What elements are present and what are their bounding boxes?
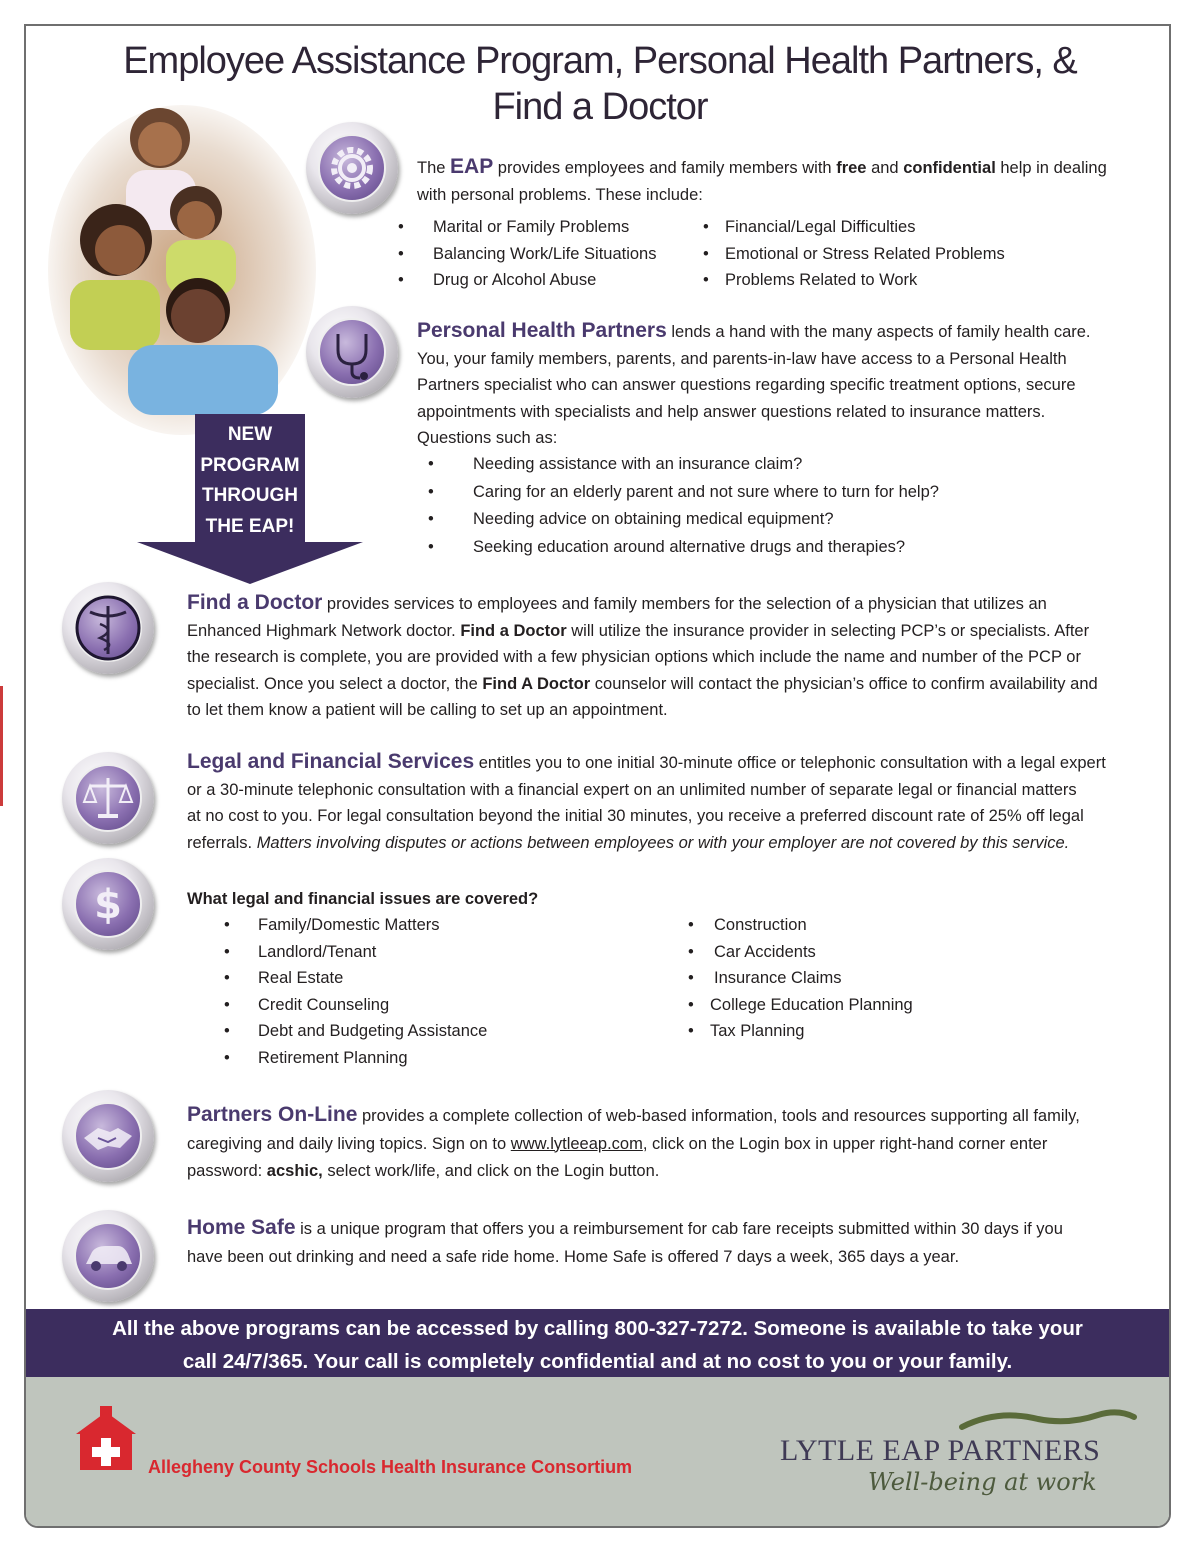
consortium-name: Allegheny County Schools Health Insurance Consortium <box>148 1457 633 1477</box>
list-item: • Needing assistance with an insurance claim? <box>428 455 803 473</box>
php-heading: Personal Health Partners <box>417 319 667 342</box>
homesafe-heading: Home Safe <box>187 1216 296 1239</box>
list-item: • Needing advice on obtaining medical equipment? <box>428 510 834 529</box>
new-program-label: NEW PROGRAM THROUGH THE EAP! <box>200 424 300 537</box>
page-title-line1: Employee Assistance Program, Personal Health Partners, & <box>123 40 1077 82</box>
handshake-icon <box>62 1090 154 1182</box>
svg-text:$: $ <box>94 882 122 928</box>
legal-question: What legal and financial issues are covered? <box>187 890 539 908</box>
caduceus-icon <box>62 582 154 674</box>
list-item: • Car Accidents <box>688 942 816 961</box>
legal-list-right <box>688 912 913 1045</box>
dollar-icon <box>62 858 154 950</box>
legal-heading: Legal and Financial Services <box>187 750 475 773</box>
lytleeap-link[interactable]: www.lytleeap.com <box>510 1134 643 1153</box>
list-item: • Emotional or Stress Related Problems <box>703 244 1005 263</box>
schoolhouse-icon <box>74 1404 138 1472</box>
arrow-down-icon <box>137 542 363 584</box>
find-doctor-heading: Find a Doctor <box>187 591 323 614</box>
list-item: • Tax Planning <box>688 1022 805 1041</box>
php-paragraph: Personal Health Partners lends a hand with the many aspects of family health care. You, your family members, parents, and parents-in-law have access to a Personal Health Partners specialist who can answer questions regarding specific treatment options, secure appointments with specialists and help answer questions related to insurance matters. Questions such as: <box>417 319 1091 447</box>
list-item: • College Education Planning <box>688 995 913 1014</box>
eap-list-left <box>398 214 656 294</box>
list-item: • Landlord/Tenant <box>224 942 377 961</box>
online-heading: Partners On-Line <box>187 1103 358 1126</box>
list-item: • Family/Domestic Matters <box>224 916 440 934</box>
list-item: • Balancing Work/Life Situations <box>398 244 657 263</box>
car-icon <box>62 1210 154 1302</box>
eap-heading: EAP <box>450 155 494 178</box>
brush-stroke-logo <box>958 1405 1138 1435</box>
list-item: • Financial/Legal Difficulties <box>703 218 916 236</box>
lytle-logo-text: LYTLE EAP PARTNERS <box>780 1434 1101 1467</box>
lytle-tagline: Well-being at work <box>868 1468 1097 1496</box>
list-item: • Caring for an elderly parent and not sure where to turn for help? <box>428 482 939 501</box>
list-item: • Retirement Planning <box>224 1048 408 1067</box>
list-item: • Debt and Budgeting Assistance <box>224 1022 488 1041</box>
gear-icon <box>306 122 398 214</box>
family-photo <box>48 90 316 435</box>
list-item: • Insurance Claims <box>688 969 842 988</box>
list-item: • Credit Counseling <box>224 995 390 1014</box>
homesafe-paragraph: Home Safe is a unique program that offers you a reimbursement for cab fare receipts submitted within 30 days if you have been out drinking and need a safe ride home. Home Safe is offered 7 days a week, 365 days a year. <box>187 1216 1063 1266</box>
eap-list-right <box>703 214 1005 294</box>
online-paragraph: Partners On-Line provides a complete collection of web-based information, tools and resources supporting all family, caregiving and daily living topics. Sign on to www.lytleeap.com, click on the Login box in upper right-hand corner enter password: acshic, select work/life, and click on the Login button. <box>187 1103 1080 1180</box>
left-edge-marker <box>0 686 3 806</box>
list-item: • Problems Related to Work <box>703 271 918 290</box>
legal-paragraph: Legal and Financial Services entitles you to one initial 30-minute office or telephonic consultation with a legal expert or a 30-minute telephonic consultation with a financial expert on an unlimited number of separate legal or financial matters at no cost to you. For legal consultation beyond the initial 30 minutes, you receive a preferred discount rate of 25% off legal referrals. Matters involving disputes or actions between employees or with your employer are not covered by this service. <box>187 750 1106 852</box>
page-title-line2: Find a Doctor <box>492 86 708 128</box>
list-item: • Seeking education around alternative drugs and therapies? <box>428 537 906 556</box>
list-item: • Drug or Alcohol Abuse <box>398 271 597 290</box>
list-item: • Construction <box>688 916 807 934</box>
legal-list-left <box>224 912 487 1072</box>
scales-icon <box>62 752 154 844</box>
list-item: • Real Estate <box>224 969 344 988</box>
contact-banner-text: All the above programs can be accessed by calling 800-327-7272. Someone is available to take your call 24/7/365. Your call is completely confidential and at no cost to you or your family. <box>112 1317 1083 1373</box>
list-item: • Marital or Family Problems <box>398 218 630 236</box>
php-list <box>428 451 939 561</box>
find-doctor-paragraph: Find a Doctor provides services to employees and family members for the selection of a physician that utilizes an Enhanced Highmark Network doctor. Find a Doctor will utilize the insurance provider in selecting PCP’s or specialists. After the research is complete, you are provided with a few physician options which include the name and number of the PCP or specialist. Once you select a doctor, the Find A Doctor counselor will contact the physician’s office to confirm availability and to let them know a patient will be calling to set up an appointment. <box>187 591 1098 719</box>
stethoscope-icon <box>306 306 398 398</box>
eap-paragraph: The EAP provides employees and family members with free and confidential help in dealing with personal problems. These include: <box>417 155 1107 204</box>
